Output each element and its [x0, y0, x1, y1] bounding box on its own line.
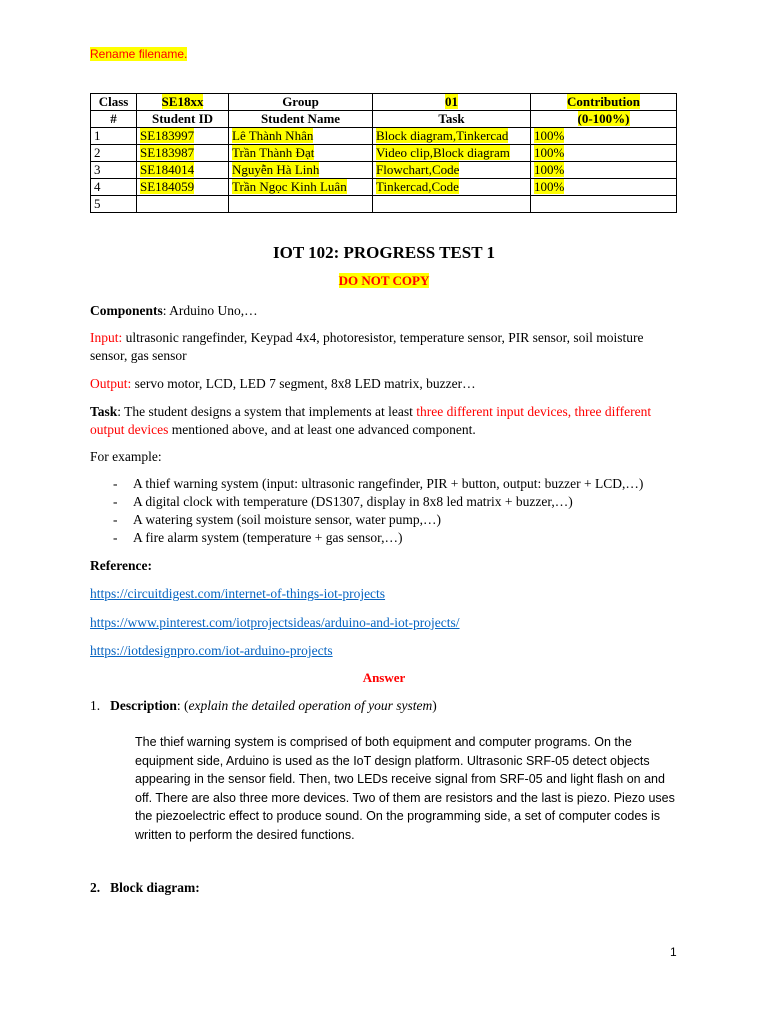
group-label: Group — [229, 94, 373, 111]
row-no: 3 — [91, 162, 137, 179]
class-label: Class — [91, 94, 137, 111]
row-task: Block diagram,Tinkercad — [373, 128, 531, 145]
row-task: Video clip,Block diagram — [373, 145, 531, 162]
row-name: Lê Thành Nhân — [229, 128, 373, 145]
table-header-row-2 — [91, 111, 677, 128]
group-table — [90, 93, 677, 213]
row-contrib — [531, 196, 677, 213]
row-contrib: 100% — [531, 145, 677, 162]
components-paragraph: Components: Arduino Uno,… — [90, 303, 258, 318]
table-row — [91, 179, 677, 196]
page-title: IOT 102: PROGRESS TEST 1 — [272, 243, 496, 262]
row-name: Trần Thành Đạt — [229, 145, 373, 162]
no-header: # — [91, 111, 137, 128]
table-header-row-1 — [91, 94, 677, 111]
reference-link-2[interactable]: https://www.pinterest.com/iotprojectsideas/arduino-and-iot-projects/ — [90, 615, 460, 630]
row-no: 5 — [91, 196, 137, 213]
class-value: SE18xx — [137, 94, 229, 111]
reference-label: Reference: — [90, 558, 152, 573]
row-no: 2 — [91, 145, 137, 162]
row-id: SE184014 — [137, 162, 229, 179]
row-no: 1 — [91, 128, 137, 145]
description-heading: 1. Description: (explain the detailed operation of your system) — [90, 698, 437, 713]
row-name: Nguyễn Hà Linh — [229, 162, 373, 179]
table-row — [91, 145, 677, 162]
example-list — [90, 475, 643, 547]
student-id-header: Student ID — [137, 111, 229, 128]
row-id: SE184059 — [137, 179, 229, 196]
input-paragraph: Input: ultrasonic rangefinder, Keypad 4x4, photoresistor, temperature sensor, PIR sensor, soil moisture sensor, gas sensor — [90, 330, 644, 363]
list-item: - A thief warning system (input: ultrasonic rangefinder, PIR + button, output: buzzer + LCD,…) — [113, 476, 644, 491]
row-id: SE183997 — [137, 128, 229, 145]
table-row — [91, 162, 677, 179]
row-contrib: 100% — [531, 179, 677, 196]
row-name — [229, 196, 373, 213]
page-number: 1 — [670, 945, 677, 959]
row-name: Trần Ngọc Kinh Luân — [229, 179, 373, 196]
reference-link-3[interactable]: https://iotdesignpro.com/iot-arduino-projects — [90, 643, 333, 658]
row-id — [137, 196, 229, 213]
table-row — [91, 128, 677, 145]
contribution-label: Contribution — [531, 94, 677, 111]
row-contrib: 100% — [531, 128, 677, 145]
output-paragraph: Output: servo motor, LCD, LED 7 segment, 8x8 LED matrix, buzzer… — [90, 376, 476, 391]
block-diagram-heading: 2. Block diagram: — [90, 880, 200, 895]
row-task — [373, 196, 531, 213]
row-task: Flowchart,Code — [373, 162, 531, 179]
for-example-label: For example: — [90, 449, 162, 464]
description-text: The thief warning system is comprised of both equipment and computer programs. On the equipment side, Arduino is used as the IoT design platform. Ultrasonic SRF-05 detect objects appearing in the sensor field. Then, two LEDs receive signal from SRF-05 and light flash on and off. There are also three more devices. Two of them are resistors and the last is piezo. Piezo uses the piezoelectric effect to produce sound. On the programming side, a set of computer codes is written to perform the desired functions. — [135, 735, 675, 842]
list-item: - A digital clock with temperature (DS1307, display in 8x8 led matrix + buzzer,…) — [113, 494, 573, 509]
task-header: Task — [373, 111, 531, 128]
list-item: - A fire alarm system (temperature + gas sensor,…) — [113, 530, 403, 545]
do-not-copy-banner: DO NOT COPY — [338, 273, 430, 288]
rename-note: Rename filename. — [90, 47, 188, 61]
contribution-range-header: (0-100%) — [531, 111, 677, 128]
table-row — [91, 196, 677, 213]
list-item: - A watering system (soil moisture sensor, water pump,…) — [113, 512, 442, 527]
row-id: SE183987 — [137, 145, 229, 162]
answer-heading: Answer — [362, 670, 406, 685]
reference-link-1[interactable]: https://circuitdigest.com/internet-of-things-iot-projects — [90, 586, 386, 601]
row-task: Tinkercad,Code — [373, 179, 531, 196]
group-value: 01 — [373, 94, 531, 111]
student-name-header: Student Name — [229, 111, 373, 128]
row-contrib: 100% — [531, 162, 677, 179]
row-no: 4 — [91, 179, 137, 196]
task-paragraph: Task: The student designs a system that implements at least three different input devices, three different output devices mentioned above, and at least one advanced component. — [90, 404, 652, 437]
